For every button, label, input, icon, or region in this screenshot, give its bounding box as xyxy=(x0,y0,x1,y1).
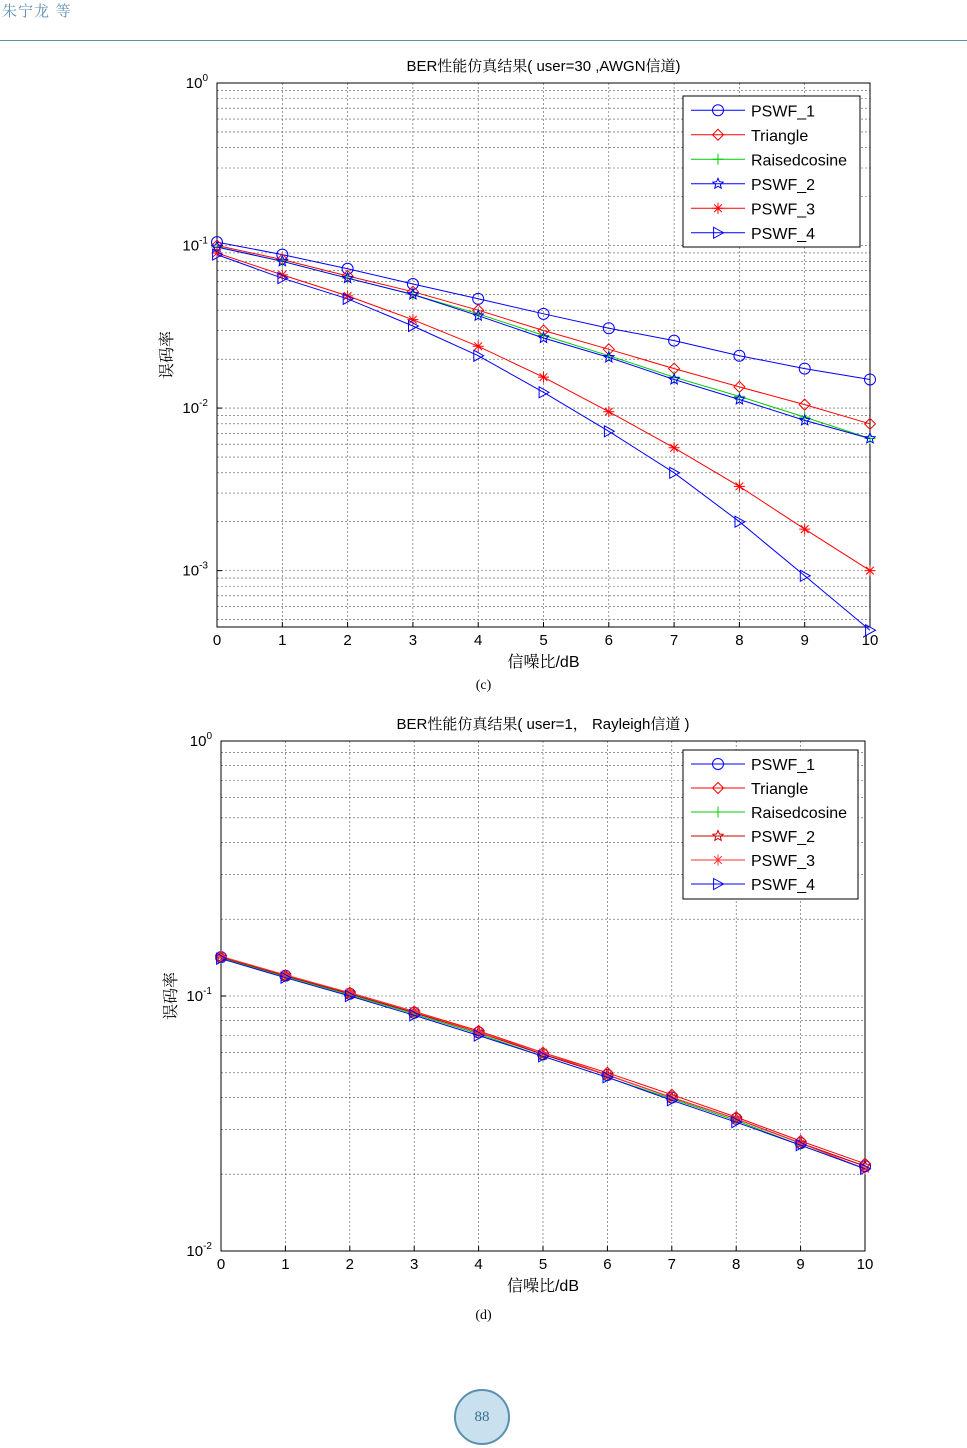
x-tick-label: 4 xyxy=(474,632,483,649)
legend-marker-pswf_3 xyxy=(713,203,724,214)
legend xyxy=(683,750,858,899)
x-tick-label: 1 xyxy=(281,1256,290,1273)
y-tick-base: 10 xyxy=(186,988,204,1005)
y-tick-exponent: -2 xyxy=(203,1241,212,1252)
x-tick-label: 5 xyxy=(538,1256,548,1273)
x-axis-label: 信噪比/dB xyxy=(506,1278,580,1295)
series-pswf_4 xyxy=(217,953,871,1174)
legend-label-pswf_4: PSWF_4 xyxy=(751,877,816,894)
y-tick-base: 10 xyxy=(189,733,207,750)
x-tick-label: 5 xyxy=(539,632,548,649)
ber-chart-rayleigh xyxy=(0,700,967,1310)
page-header xyxy=(0,0,967,41)
x-tick-label: 1 xyxy=(278,632,287,649)
x-tick-label: 3 xyxy=(410,1256,419,1273)
y-tick-base: 10 xyxy=(185,75,203,92)
data-point xyxy=(865,565,876,576)
header-author: 朱宁龙 等 xyxy=(2,2,72,20)
x-tick-label: 8 xyxy=(732,1256,741,1273)
x-tick-label: 9 xyxy=(796,1256,805,1273)
y-tick-label xyxy=(182,398,208,417)
data-point xyxy=(799,524,810,535)
legend-label-pswf_4: PSWF_4 xyxy=(751,225,816,243)
x-tick-label: 0 xyxy=(212,632,222,649)
y-tick-exponent: -2 xyxy=(199,398,208,410)
y-tick-label xyxy=(186,1241,212,1260)
series-line xyxy=(217,255,870,631)
x-tick-label: 3 xyxy=(408,632,418,649)
x-tick-label: 2 xyxy=(343,632,352,649)
y-tick-label xyxy=(186,986,212,1005)
y-axis-label: 误码率 xyxy=(159,330,176,380)
chart-title: BER性能仿真结果( user=30 ,AWGN信道) xyxy=(406,58,681,75)
data-point xyxy=(603,406,614,417)
y-tick-label xyxy=(186,73,209,92)
y-tick-label xyxy=(182,561,208,580)
y-tick-base: 10 xyxy=(182,562,200,580)
legend-label-pswf_1: PSWF_1 xyxy=(751,103,816,121)
x-tick-label: 6 xyxy=(604,632,613,649)
y-tick-exponent: -1 xyxy=(199,235,208,247)
y-tick-base: 10 xyxy=(182,237,200,255)
legend-label-raisedcosine: Raisedcosine xyxy=(751,805,848,822)
ber-chart-awgn xyxy=(0,50,967,682)
y-tick-label xyxy=(190,731,213,750)
x-tick-label: 10 xyxy=(861,632,879,649)
x-tick-label: 7 xyxy=(667,1256,676,1273)
x-tick-label: 4 xyxy=(474,1256,483,1273)
chart-title: BER性能仿真结果( user=1， Rayleigh信道 ) xyxy=(396,716,690,733)
y-axis-label: 误码率 xyxy=(163,971,180,1021)
x-tick-label: 9 xyxy=(800,632,809,649)
page-number: 88 xyxy=(454,1389,510,1445)
legend-label-pswf_2: PSWF_2 xyxy=(751,829,816,846)
legend-label-pswf_2: PSWF_2 xyxy=(751,176,816,194)
y-tick-exponent: -1 xyxy=(203,986,212,997)
x-tick-label: 7 xyxy=(669,632,679,649)
legend xyxy=(683,96,860,247)
legend-label-triangle: Triangle xyxy=(751,127,809,145)
figure-caption-c: (c) xyxy=(475,678,492,693)
legend-label-pswf_1: PSWF_1 xyxy=(751,757,816,774)
data-point xyxy=(734,481,745,492)
data-point xyxy=(669,442,680,453)
figure-caption-d: (d) xyxy=(475,1308,492,1323)
data-point xyxy=(860,1163,871,1174)
data-point xyxy=(407,314,418,325)
data-point xyxy=(538,372,549,383)
y-tick-base: 10 xyxy=(182,400,200,418)
legend-label-pswf_3: PSWF_3 xyxy=(751,853,816,870)
y-tick-label xyxy=(182,236,208,255)
y-tick-exponent: 0 xyxy=(206,731,212,742)
x-tick-label: 8 xyxy=(735,632,744,649)
x-tick-label: 0 xyxy=(216,1256,226,1273)
legend-label-triangle: Triangle xyxy=(751,781,809,798)
x-axis-label: 信噪比/dB xyxy=(507,654,580,671)
series-pswf_1 xyxy=(212,237,876,385)
legend-marker-pswf_3 xyxy=(713,855,724,866)
y-tick-exponent: 0 xyxy=(202,73,208,84)
series-pswf_4 xyxy=(213,249,876,636)
y-tick-base: 10 xyxy=(186,1243,204,1260)
legend-label-pswf_3: PSWF_3 xyxy=(751,201,816,219)
x-tick-label: 10 xyxy=(856,1256,874,1273)
x-tick-label: 2 xyxy=(345,1256,354,1273)
y-tick-exponent: -3 xyxy=(199,560,208,572)
x-tick-label: 6 xyxy=(603,1256,612,1273)
legend-label-raisedcosine: Raisedcosine xyxy=(751,152,848,170)
